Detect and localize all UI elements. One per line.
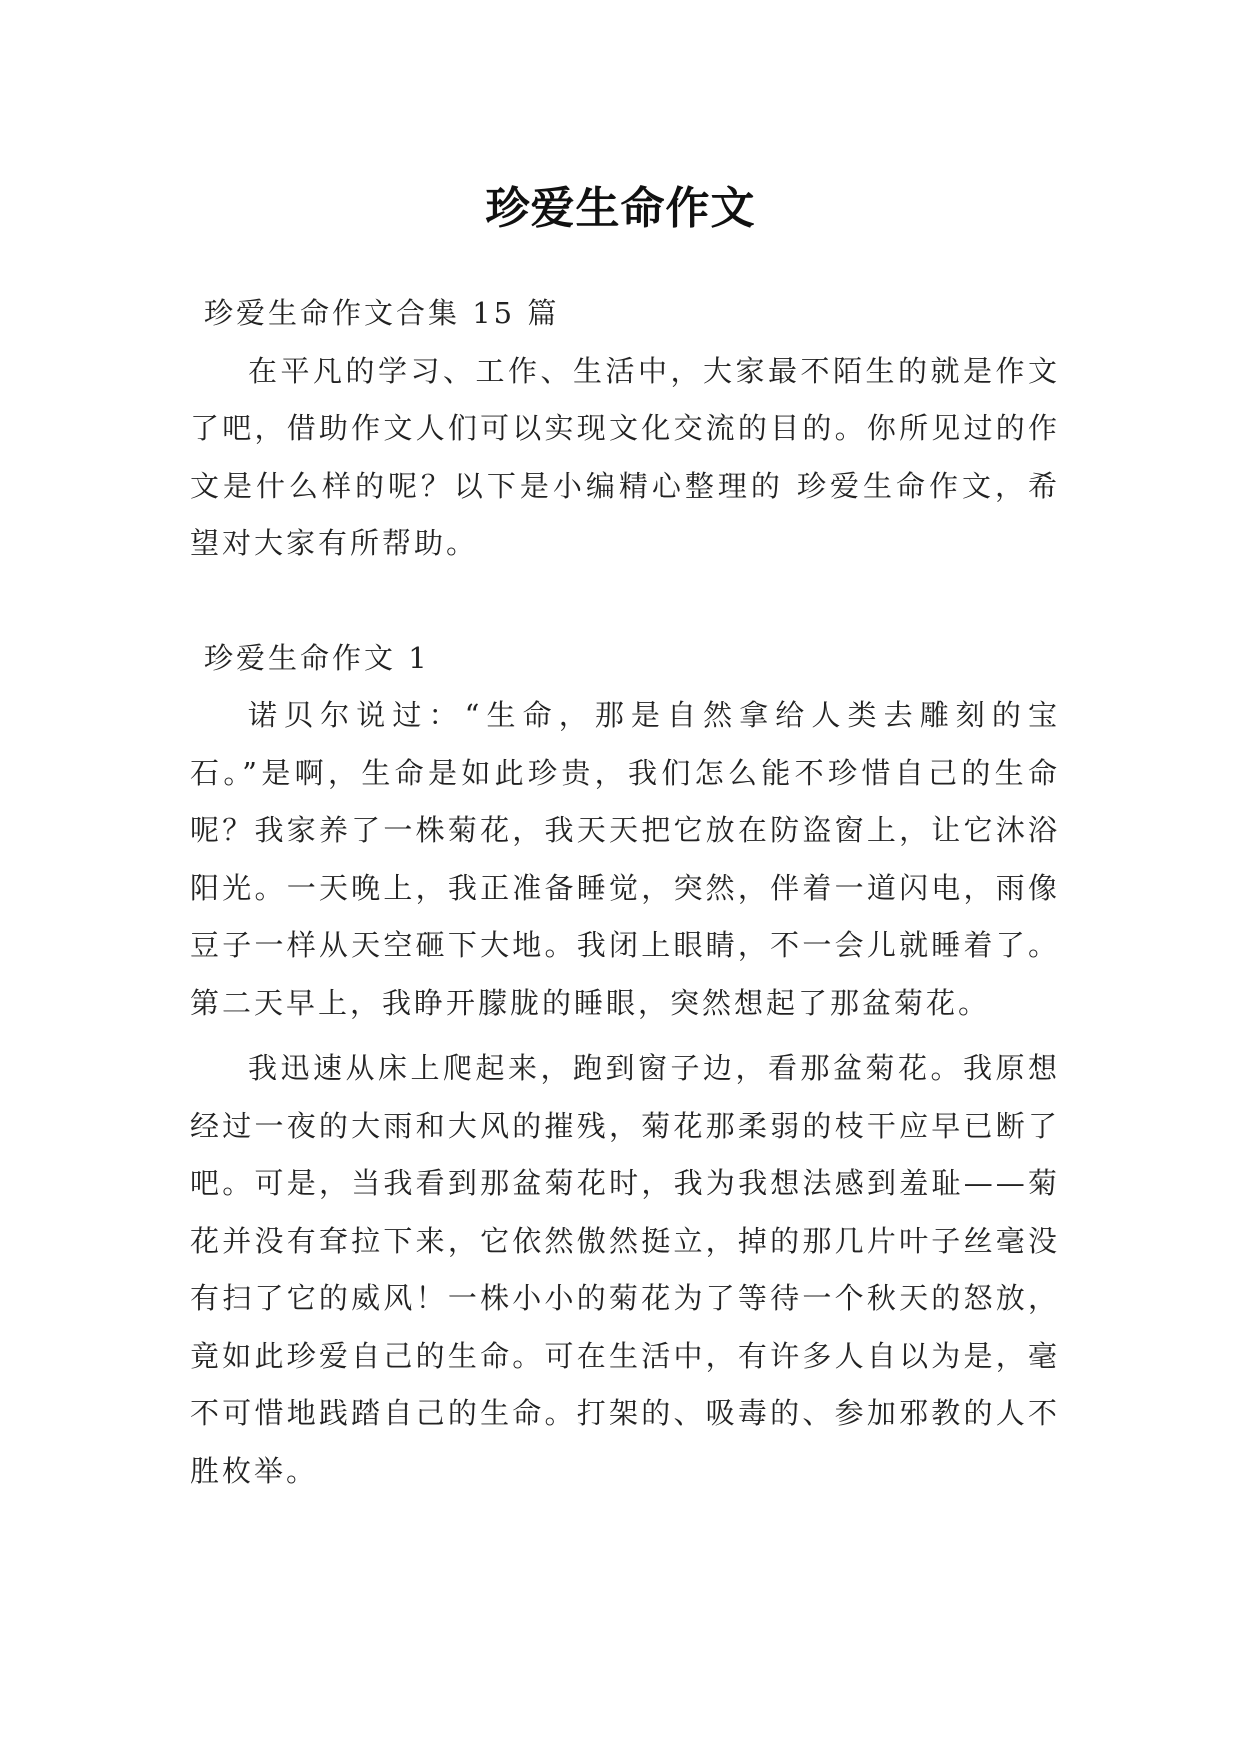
essay-1-heading: 珍爱生命作文 1: [204, 640, 430, 675]
document-title: 珍爱生命作文: [485, 183, 756, 235]
collection-heading: 珍爱生命作文合集 15 篇: [204, 296, 560, 330]
essay-1-paragraph-2: 我迅速从床上爬起来，跑到窗子边，看那盆菊花。我原想经过一夜的大雨和大风的摧残，菊花那柔弱的枝干应早已断了吧。可是，当我看到那盆菊花时，我为我想法感到羞耻——菊花并没有耷拉下来，它依然傲然挺立，掉的那几片叶子丝毫没有扫了它的威风！一株小小的菊花为了等待一个秋天的怒放，竟如此珍爱自己的生命。可在生活中，有许多人自以为是，毫不可惜地践踏自己的生命。打架的、吸毒的、参加邪教的人不胜枚举。: [190, 1051, 1060, 1488]
essay-1-paragraph-1: 诺贝尔说过：“生命，那是自然拿给人类去雕刻的宝石。”是啊，生命是如此珍贵，我们怎么能不珍惜自己的生命呢？我家养了一株菊花，我天天把它放在防盗窗上，让它沐浴阳光。一天晚上，我正准备睡觉，突然，伴着一道闪电，雨像豆子一样从天空砸下大地。我闭上眼睛，不一会儿就睡着了。第二天早上，我睁开朦胧的睡眼，突然想起了那盆菊花。: [190, 698, 1060, 1020]
document-body: [190, 285, 1060, 1500]
intro-paragraph: 在平凡的学习、工作、生活中，大家最不陌生的就是作文了吧，借助作文人们可以实现文化交流的目的。你所见过的作文是什么样的呢？以下是小编精心整理的 珍爱生命作文，希望对大家有所帮助。: [190, 353, 1060, 560]
